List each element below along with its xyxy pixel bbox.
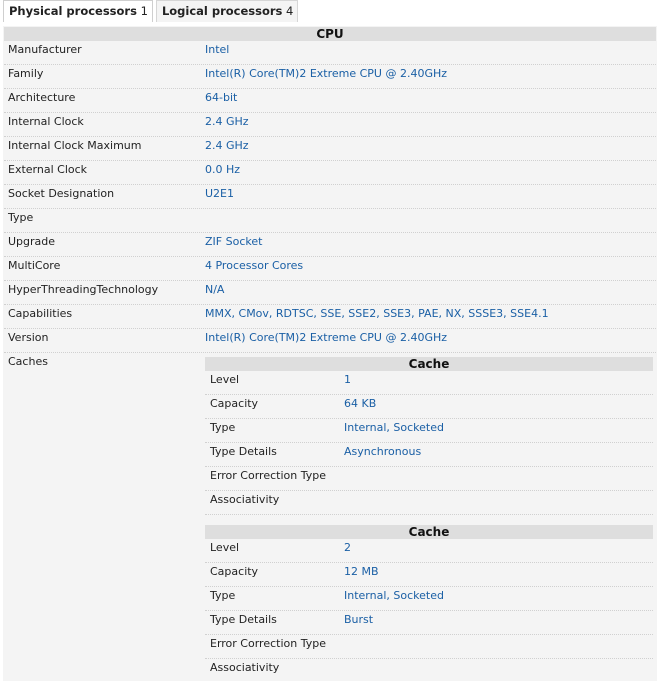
table-row: [205, 491, 653, 515]
row-value: 2: [344, 541, 351, 554]
cpu-header: CPU: [4, 27, 656, 41]
row-value: 4 Processor Cores: [205, 259, 304, 272]
tab-count: 1: [140, 4, 148, 18]
row-label: Internal Clock Maximum: [8, 139, 142, 152]
row-label: Type Details: [210, 445, 277, 458]
row-label: Error Correction Type: [210, 637, 326, 650]
row-label: Upgrade: [8, 235, 56, 248]
table-row: [205, 371, 653, 395]
row-label: Capacity: [210, 397, 259, 410]
table-row: [4, 113, 656, 137]
table-row: [4, 329, 656, 353]
tab-bar: [3, 0, 301, 22]
table-row: [205, 587, 653, 611]
row-label: MultiCore: [8, 259, 61, 272]
table-row: [205, 635, 653, 659]
row-value: 12 MB: [344, 565, 379, 578]
row-label: Caches: [8, 355, 48, 368]
row-label: Type: [210, 421, 236, 434]
row-value: Internal, Socketed: [344, 421, 444, 434]
row-value: Intel(R) Core(TM)2 Extreme CPU @ 2.40GHz: [205, 331, 448, 344]
tab-physical-processors[interactable]: [3, 0, 153, 22]
tab-label: Physical processors: [9, 4, 137, 18]
table-row: [4, 137, 656, 161]
table-row: [4, 161, 656, 185]
row-label: HyperThreadingTechnology: [8, 283, 159, 296]
row-value: Internal, Socketed: [344, 589, 444, 602]
row-label: Socket Designation: [8, 187, 115, 200]
table-row: [4, 305, 656, 329]
cache-header: Cache: [205, 525, 653, 539]
row-label: Architecture: [8, 91, 76, 104]
tab-label: Logical processors: [161, 4, 283, 18]
row-value: ZIF Socket: [205, 235, 263, 248]
table-row: [4, 185, 656, 209]
table-row: [205, 467, 653, 491]
table-row: [205, 539, 653, 563]
row-value: Intel(R) Core(TM)2 Extreme CPU @ 2.40GHz: [205, 67, 448, 80]
cache-table: [205, 357, 653, 515]
table-row: [4, 41, 656, 65]
row-value: U2E1: [205, 187, 234, 200]
row-label: Capacity: [210, 565, 259, 578]
table-row: [205, 419, 653, 443]
row-label: Manufacturer: [8, 43, 82, 56]
table-row: [4, 257, 656, 281]
row-value: Intel: [205, 43, 230, 56]
row-label: Type Details: [210, 613, 277, 626]
row-label: Level: [210, 373, 240, 386]
row-value: 64 KB: [344, 397, 377, 410]
row-label: Level: [210, 541, 240, 554]
row-label: Associativity: [210, 493, 280, 506]
table-row: [4, 233, 656, 257]
row-value: 2.4 GHz: [205, 115, 249, 128]
row-label: External Clock: [8, 163, 88, 176]
row-label: Error Correction Type: [210, 469, 326, 482]
table-row: [205, 395, 653, 419]
table-row: [4, 209, 656, 233]
table-row: [4, 281, 656, 305]
row-value: N/A: [205, 283, 225, 296]
table-row: [205, 659, 653, 683]
table-row: [4, 89, 656, 113]
row-value: Burst: [344, 613, 374, 626]
cpu-panel: [3, 26, 657, 681]
table-row: [205, 443, 653, 467]
table-row: [205, 611, 653, 635]
row-value: MMX, CMov, RDTSC, SSE, SSE2, SSE3, PAE, NX, SSSE3, SSE4.1: [205, 307, 549, 320]
table-row: [205, 563, 653, 587]
row-label: Version: [8, 331, 49, 344]
table-row: [4, 65, 656, 89]
tab-logical-processors[interactable]: [156, 0, 298, 22]
row-value: 2.4 GHz: [205, 139, 249, 152]
row-value: 0.0 Hz: [205, 163, 241, 176]
row-label: Internal Clock: [8, 115, 84, 128]
row-value: 1: [344, 373, 351, 386]
row-value: 64-bit: [205, 91, 238, 104]
tab-count: 4: [286, 4, 294, 18]
row-label: Associativity: [210, 661, 280, 674]
row-value: Asynchronous: [344, 445, 422, 458]
row-label: Capabilities: [8, 307, 73, 320]
row-label: Family: [8, 67, 44, 80]
row-label: Type: [8, 211, 34, 224]
cache-header: Cache: [205, 357, 653, 371]
cache-table: [205, 525, 653, 681]
row-label: Type: [210, 589, 236, 602]
